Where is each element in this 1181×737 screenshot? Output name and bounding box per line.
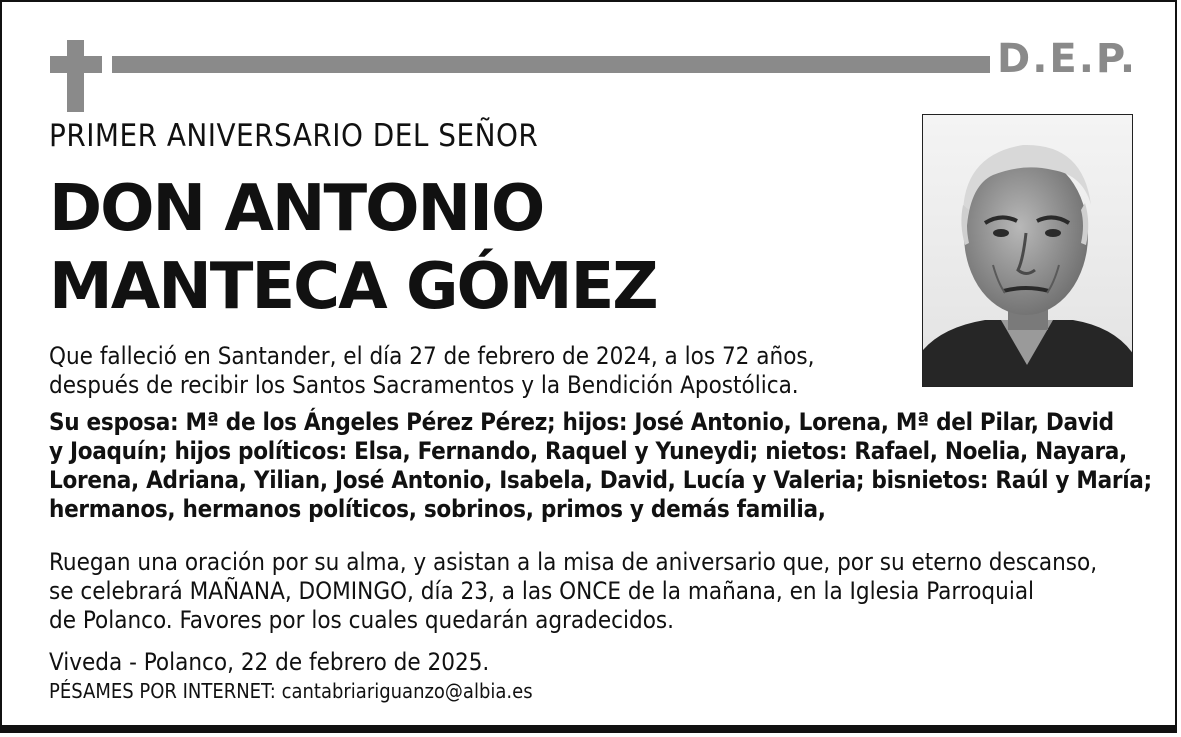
death-details-line: Que falleció en Santander, el día 27 de febrero de 2024, a los 72 años, — [49, 342, 815, 370]
death-details — [49, 342, 815, 400]
portrait-photo — [922, 114, 1133, 387]
anniversary-subtitle: PRIMER ANIVERSARIO DEL SEÑOR — [49, 118, 539, 154]
death-details-line: después de recibir los Santos Sacramentos y la Bendición Apostólica. — [49, 371, 799, 399]
dep-label: D.E.P. — [997, 36, 1138, 82]
mass-request — [49, 548, 1097, 635]
header-rule — [112, 56, 990, 73]
name-line-2: MANTECA GÓMEZ — [49, 250, 657, 324]
name-line-1: DON ANTONIO — [49, 172, 544, 246]
family-line: Lorena, Adriana, Yilian, José Antonio, Isabela, David, Lucía y Valeria; bisnietos: Raúl y María; — [49, 466, 1152, 494]
cross-icon — [50, 40, 102, 112]
condolences-contact: PÉSAMES POR INTERNET: cantabriariguanzo@albia.es — [49, 679, 533, 703]
place-date: Viveda - Polanco, 22 de febrero de 2025. — [49, 648, 490, 676]
mass-request-line: Ruegan una oración por su alma, y asistan a la misa de aniversario que, por su eterno descanso, — [49, 548, 1098, 576]
mass-request-line: se celebrará MAÑANA, DOMINGO, día 23, a las ONCE de la mañana, en la Iglesia Parroquial — [49, 577, 1035, 605]
family-line: hermanos, hermanos políticos, sobrinos, primos y demás familia, — [49, 495, 826, 523]
mass-request-line: de Polanco. Favores por los cuales quedarán agradecidos. — [49, 606, 675, 634]
family-list — [49, 408, 1152, 524]
family-line: Su esposa: Mª de los Ángeles Pérez Pérez; hijos: José Antonio, Lorena, Mª del Pilar, David — [49, 408, 1114, 436]
family-line: y Joaquín; hijos políticos: Elsa, Fernando, Raquel y Yuneydi; nietos: Rafael, Noelia, Nayara, — [49, 437, 1127, 465]
deceased-name — [49, 170, 657, 326]
